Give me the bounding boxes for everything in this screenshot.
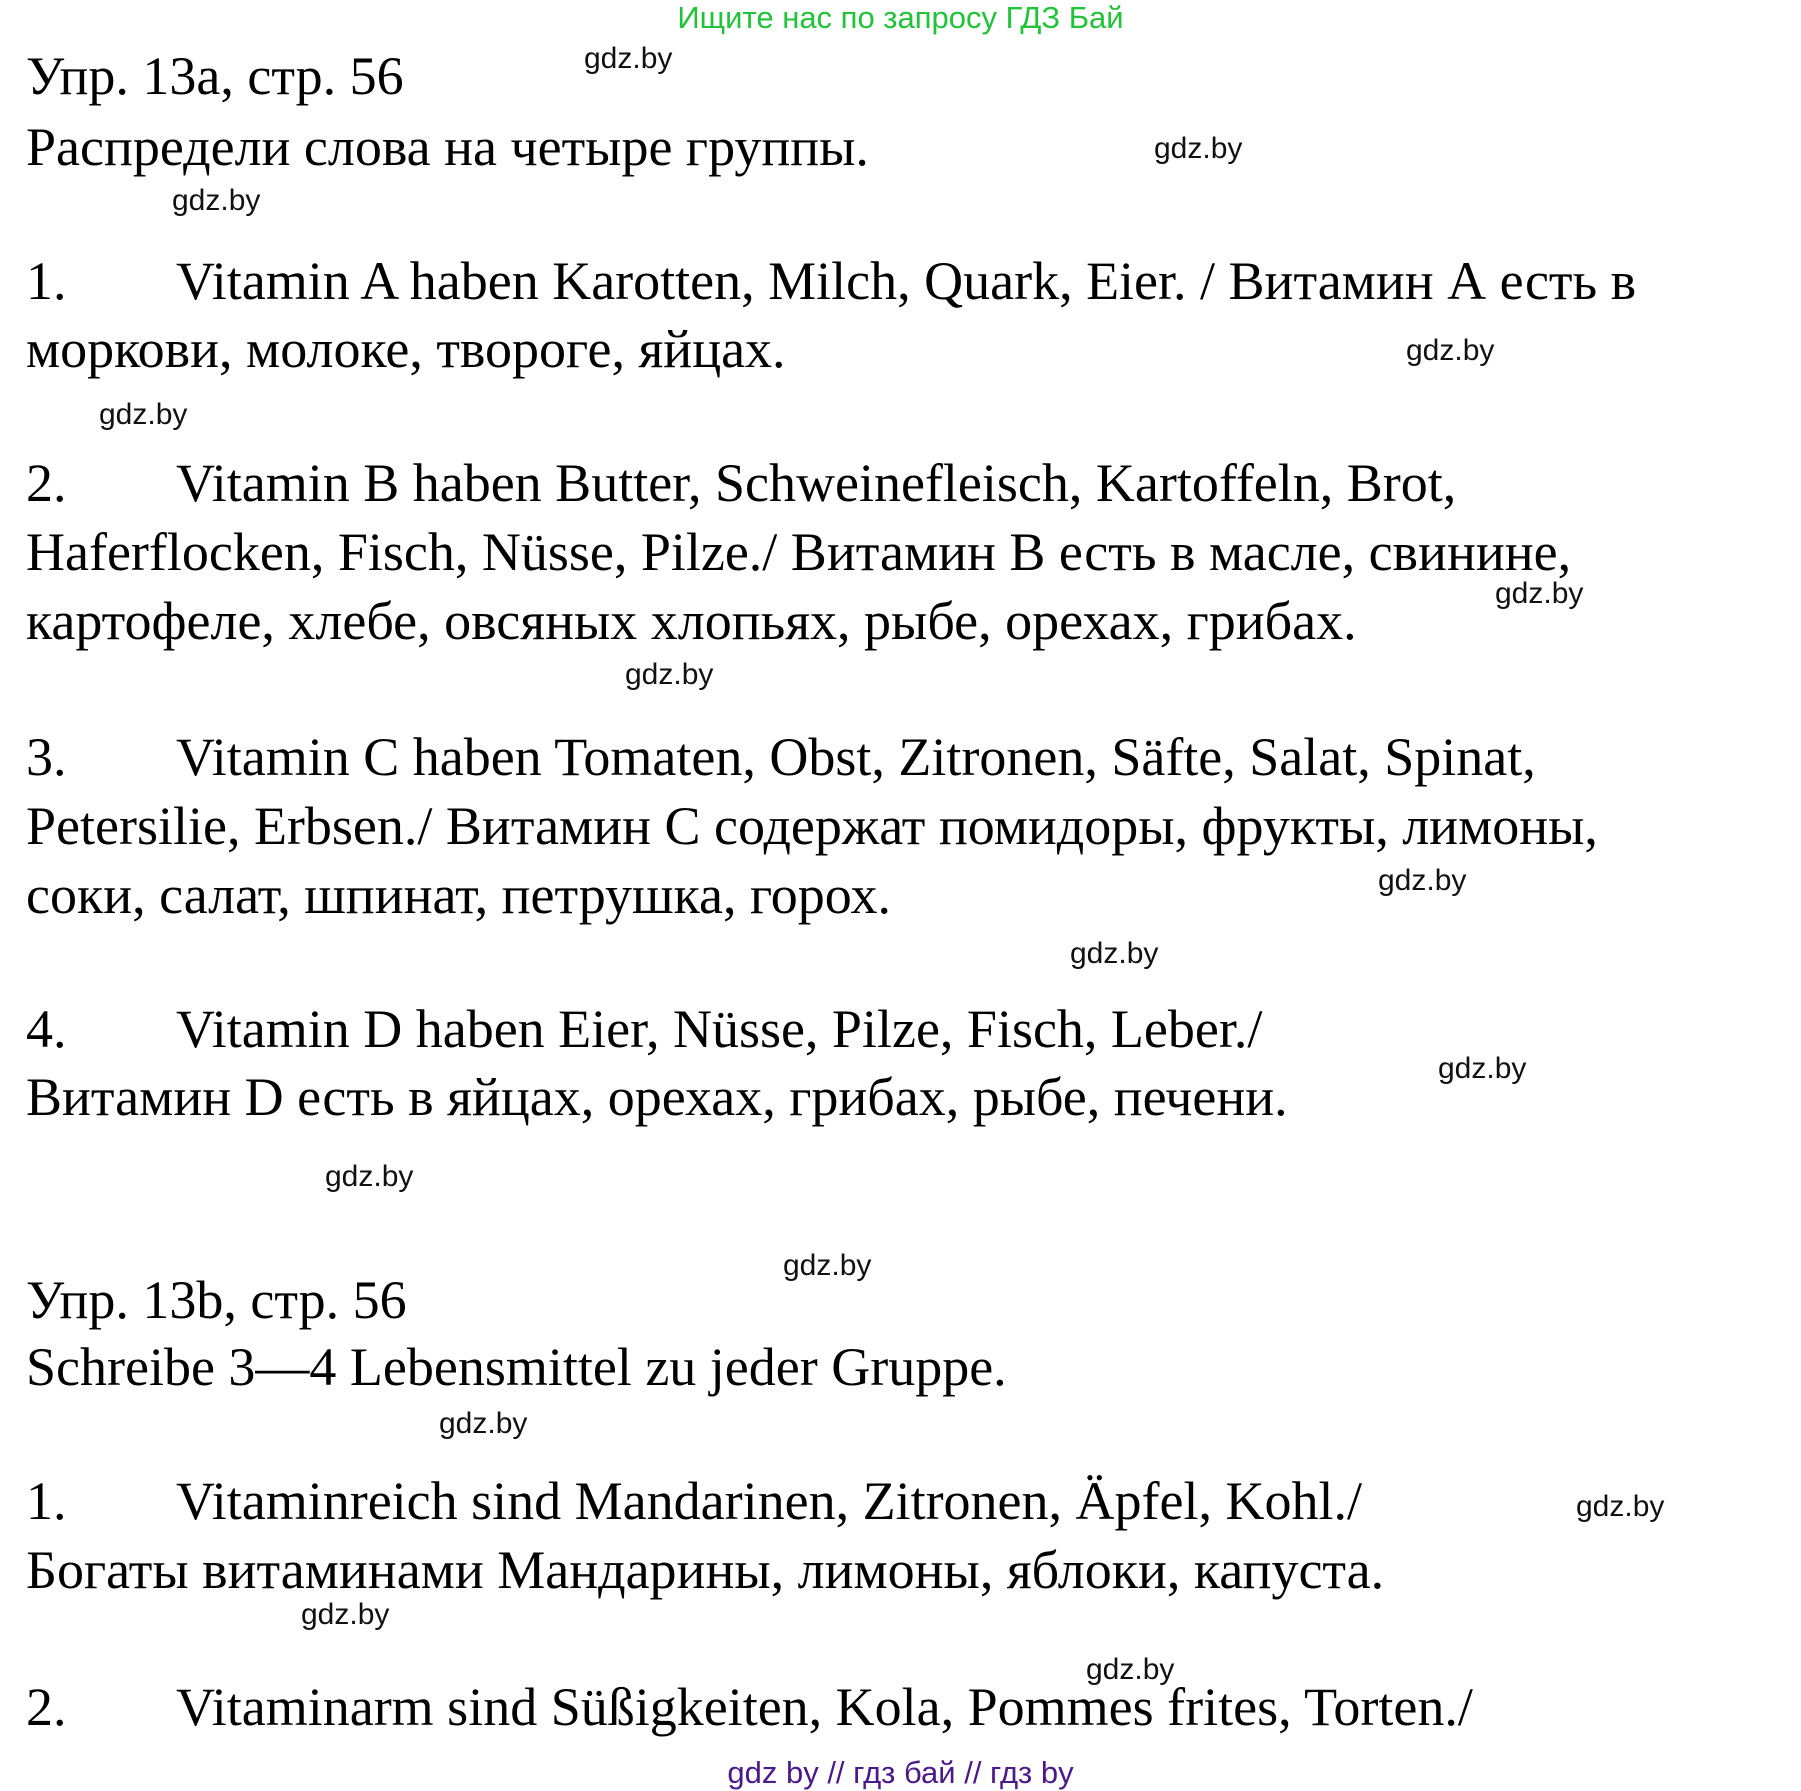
list-item-line: Витамин D есть в яйцах, орехах, грибах, рыбе, печени. bbox=[26, 1067, 1288, 1127]
search-banner: Ищите нас по запросу ГДЗ Бай bbox=[677, 0, 1124, 35]
list-item: 3. Vitamin C haben Tomaten, Obst, Zitronen, Säfte, Salat, Spinat, bbox=[26, 727, 1536, 787]
watermark: gdz.by bbox=[1495, 577, 1584, 610]
list-item: 2. Vitaminarm sind Süßigkeiten, Kola, Pommes frites, Torten./ bbox=[26, 1677, 1473, 1737]
watermark: gdz.by bbox=[783, 1249, 872, 1282]
watermark: gdz.by bbox=[172, 184, 261, 217]
list-item-line: картофеле, хлебе, овсяных хлопьях, рыбе, орехах, грибах. bbox=[26, 591, 1357, 651]
exercise-13b-title: Упр. 13b, стр. 56 bbox=[26, 1270, 407, 1330]
watermark: gdz.by bbox=[1086, 1653, 1175, 1686]
watermark: gdz.by bbox=[1406, 334, 1495, 367]
watermark: gdz.by bbox=[1438, 1052, 1527, 1085]
list-item: 2. Vitamin B haben Butter, Schweinefleisch, Kartoffeln, Brot, bbox=[26, 453, 1457, 513]
list-item-line: соки, салат, шпинат, петрушка, горох. bbox=[26, 865, 891, 925]
list-item: 1. Vitamin A haben Karotten, Milch, Quark, Eier. / Витамин А есть в bbox=[26, 251, 1637, 311]
exercise-13b-task: Schreibe 3—4 Lebensmittel zu jeder Gruppe. bbox=[26, 1337, 1007, 1397]
watermark: gdz.by bbox=[1070, 937, 1159, 970]
list-item-line: Богаты витаминами Мандарины, лимоны, яблоки, капуста. bbox=[26, 1540, 1385, 1600]
exercise-13a-task: Распредели слова на четыре группы. bbox=[26, 117, 869, 177]
watermark: gdz.by bbox=[439, 1407, 528, 1440]
watermark: gdz.by bbox=[301, 1598, 390, 1631]
watermark: gdz.by bbox=[99, 398, 188, 431]
watermark: gdz.by bbox=[1576, 1490, 1665, 1523]
footer-links: gdz by // гдз бай // гдз by bbox=[727, 1755, 1074, 1790]
watermark: gdz.by bbox=[1378, 864, 1467, 897]
list-item-line: Haferflocken, Fisch, Nüsse, Pilze./ Витамин B есть в масле, свинине, bbox=[26, 522, 1572, 582]
list-item-line: Petersilie, Erbsen./ Витамин C содержат помидоры, фрукты, лимоны, bbox=[26, 796, 1598, 856]
list-item: 4. Vitamin D haben Eier, Nüsse, Pilze, Fisch, Leber./ bbox=[26, 999, 1263, 1059]
watermark: gdz.by bbox=[584, 42, 673, 75]
exercise-13a-title: Упр. 13a, стр. 56 bbox=[26, 46, 404, 106]
watermark: gdz.by bbox=[325, 1160, 414, 1193]
list-item-line: моркови, молоке, твороге, яйцах. bbox=[26, 319, 786, 379]
watermark: gdz.by bbox=[1154, 132, 1243, 165]
list-item: 1. Vitaminreich sind Mandarinen, Zitronen, Äpfel, Kohl./ bbox=[26, 1471, 1362, 1531]
watermark: gdz.by bbox=[625, 658, 714, 691]
